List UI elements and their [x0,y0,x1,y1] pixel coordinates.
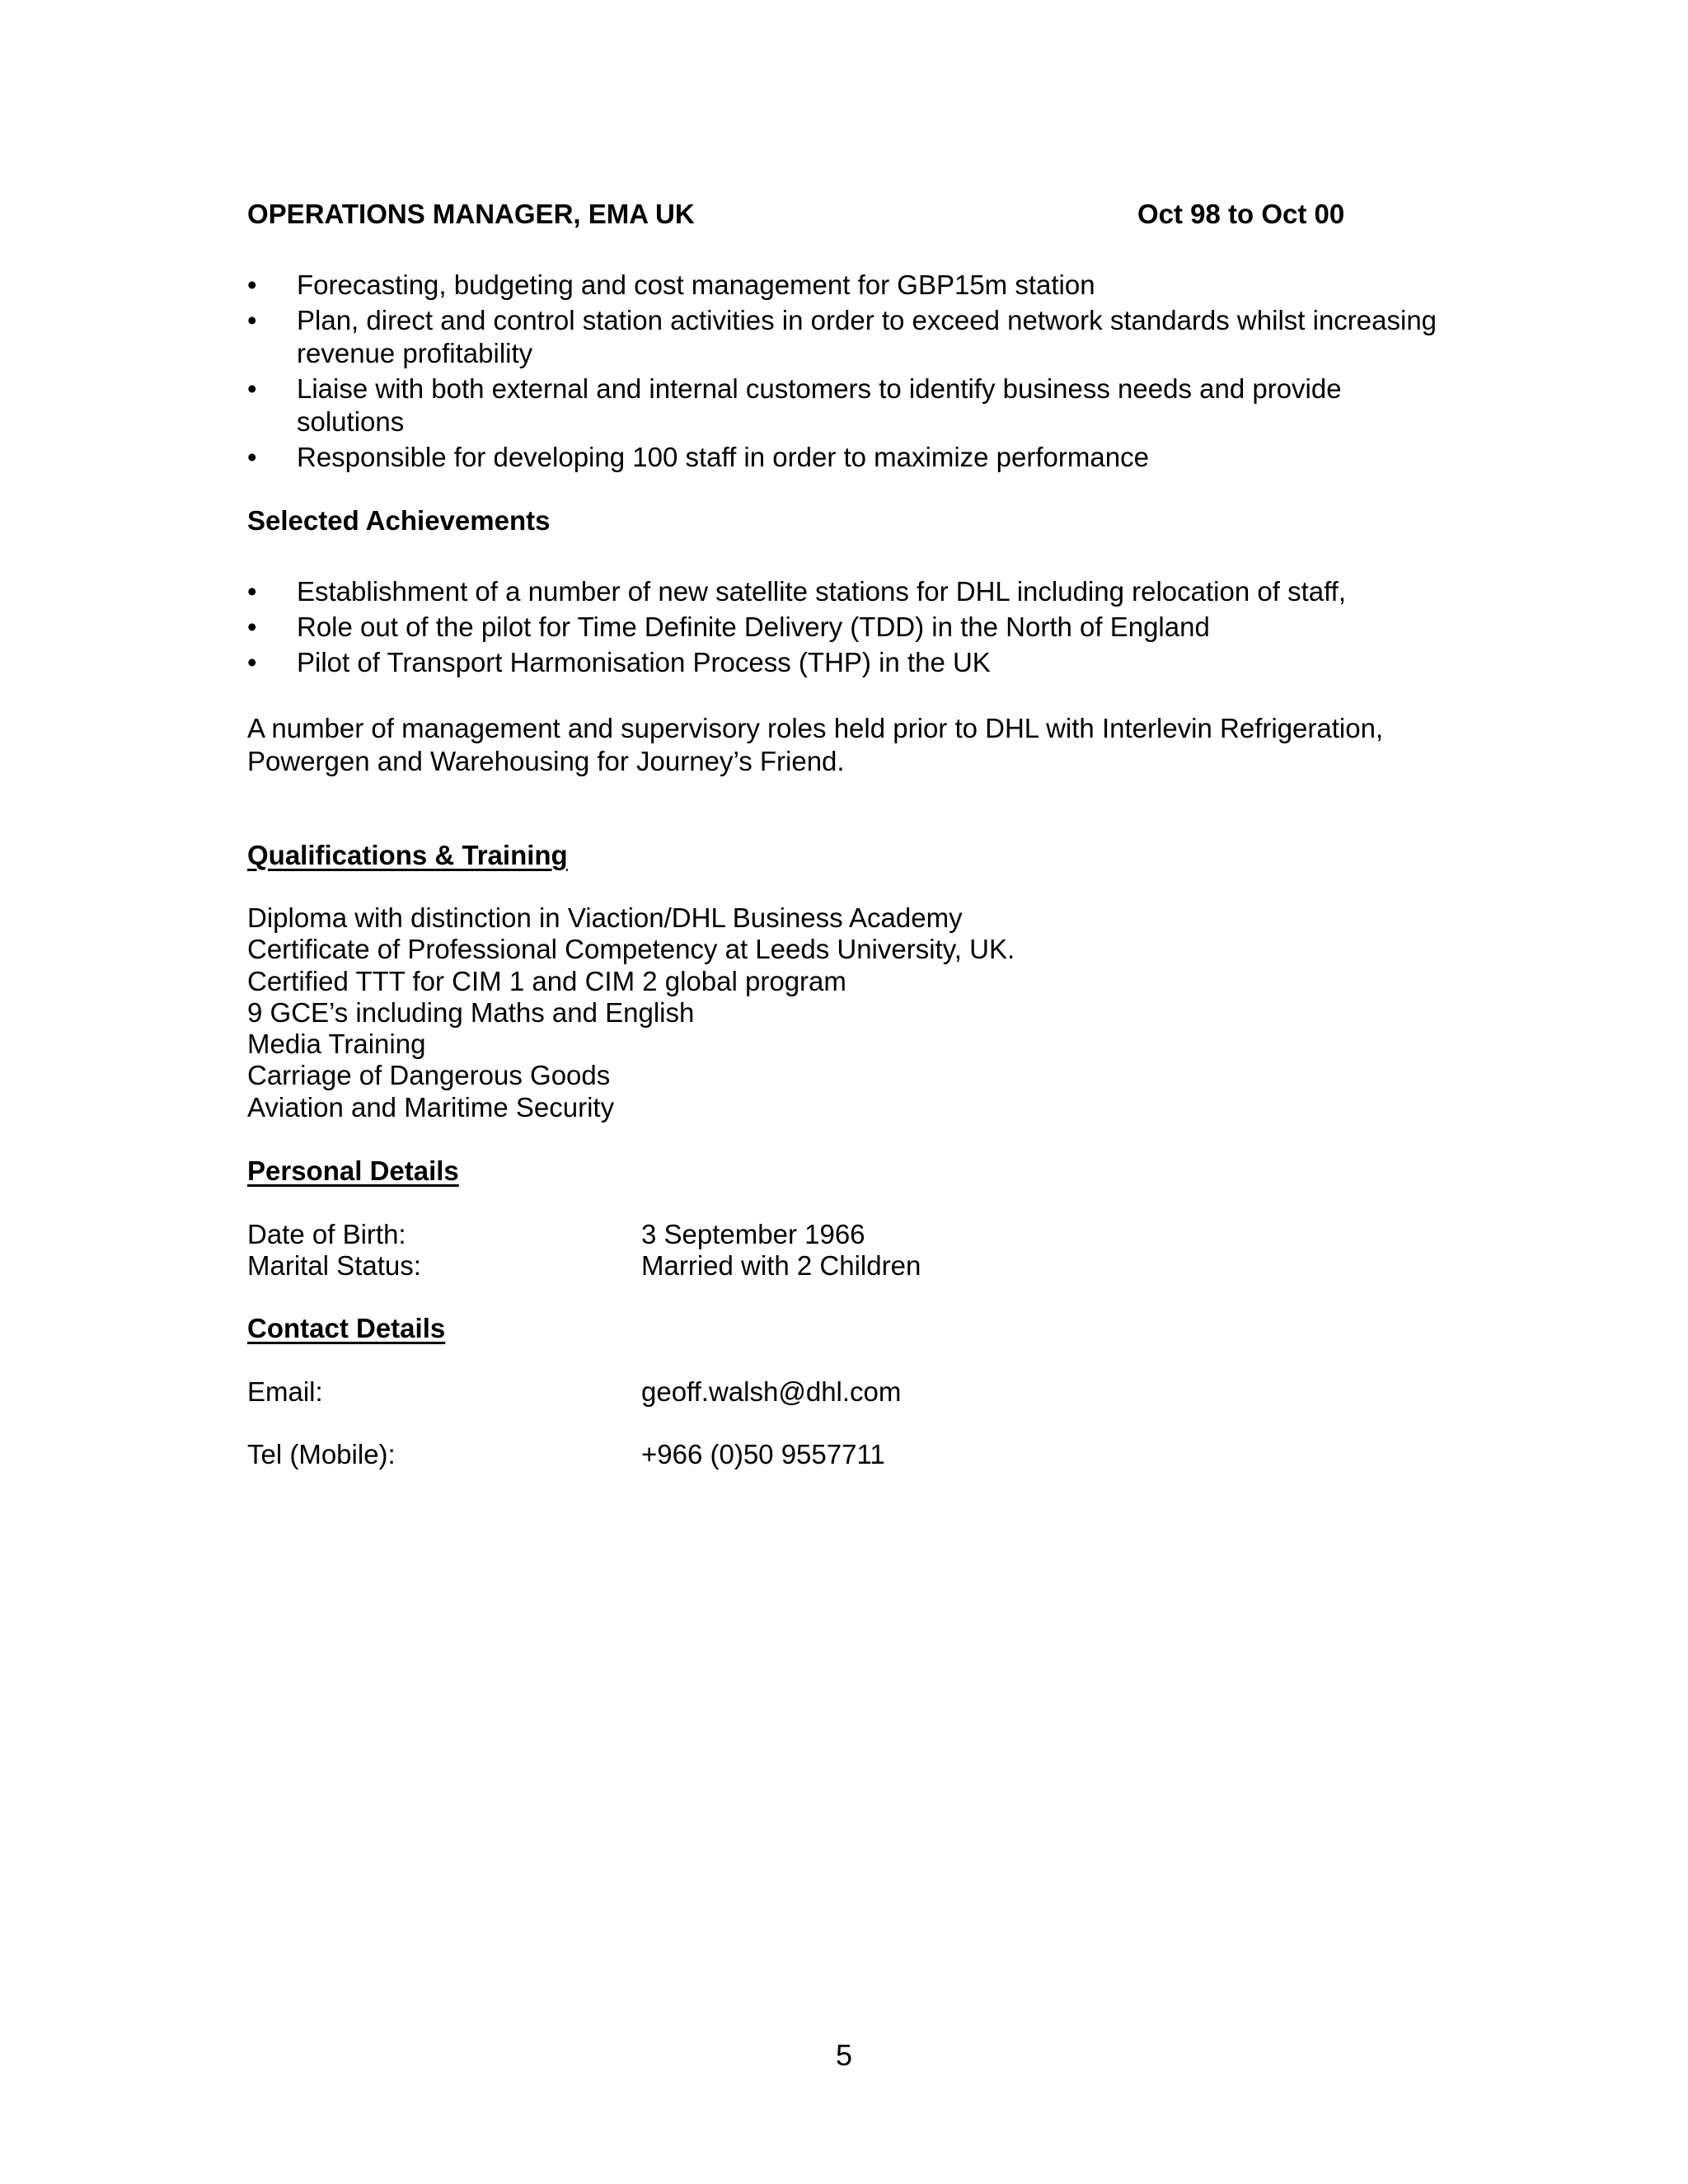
list-item [247,441,1442,474]
marital-status-value: Married with 2 Children [641,1250,921,1281]
bullet-icon: • [247,305,257,335]
list-item [247,304,1442,370]
job-title: OPERATIONS MANAGER, EMA UK [247,199,695,229]
duties-list [247,269,1442,476]
achievement-text: Role out of the pilot for Time Definite Delivery (TDD) in the North of England [297,612,1210,642]
bullet-icon: • [247,269,257,300]
achievement-text: Pilot of Transport Harmonisation Process (THP) in the UK [297,647,991,677]
job-dates: Oct 98 to Oct 00 [1137,199,1345,229]
qualifications-list [247,902,1015,1123]
qualification-item: 9 GCE’s including Maths and English [247,996,695,1028]
qualification-item: Certified TTT for CIM 1 and CIM 2 global program [247,965,846,996]
list-item [247,373,1442,438]
bullet-icon: • [247,576,257,607]
tel-label: Tel (Mobile): [247,1439,396,1469]
achievements-list [247,575,1442,682]
achievement-text: Establishment of a number of new satellite stations for DHL including relocation of staff, [297,576,1346,607]
qualification-item: Certificate of Professional Competency at Leeds University, UK. [247,934,1015,965]
email-label: Email: [247,1376,323,1407]
prior-roles-paragraph: A number of management and supervisory roles held prior to DHL with Interlevin Refrigeration, Powergen and Warehousing for Journey’s Friend. [247,713,1384,776]
bullet-icon: • [247,373,257,404]
list-item [247,269,1442,302]
marital-status-label: Marital Status: [247,1250,421,1281]
qualification-item: Aviation and Maritime Security [247,1091,615,1122]
qualification-item: Carriage of Dangerous Goods [247,1060,611,1091]
qualification-item: Media Training [247,1029,426,1060]
bullet-icon: • [247,442,257,472]
duty-text: Liaise with both external and internal customers to identify business needs and provide solutions [297,373,1342,437]
contact-details-heading: Contact Details [247,1313,446,1343]
bullet-icon: • [247,647,257,677]
duty-text: Forecasting, budgeting and cost management for GBP15m station [297,269,1095,300]
tel-value: +966 (0)50 9557711 [641,1439,885,1469]
list-item [247,575,1442,608]
list-item [247,646,1442,679]
page-number: 5 [835,2038,853,2072]
list-item [247,611,1442,644]
bullet-icon: • [247,612,257,642]
duty-text: Plan, direct and control station activities in order to exceed network standards whilst increasing revenue profitability [297,305,1437,368]
duty-text: Responsible for developing 100 staff in order to maximize performance [297,442,1149,472]
dob-label: Date of Birth: [247,1219,406,1249]
dob-value: 3 September 1966 [641,1219,865,1249]
achievements-heading: Selected Achievements [247,505,551,536]
email-value: geoff.walsh@dhl.com [641,1376,902,1407]
personal-details-heading: Personal Details [247,1155,459,1186]
qualification-item: Diploma with distinction in Viaction/DHL Business Academy [247,902,963,933]
qualifications-heading: Qualifications & Training [247,840,568,870]
